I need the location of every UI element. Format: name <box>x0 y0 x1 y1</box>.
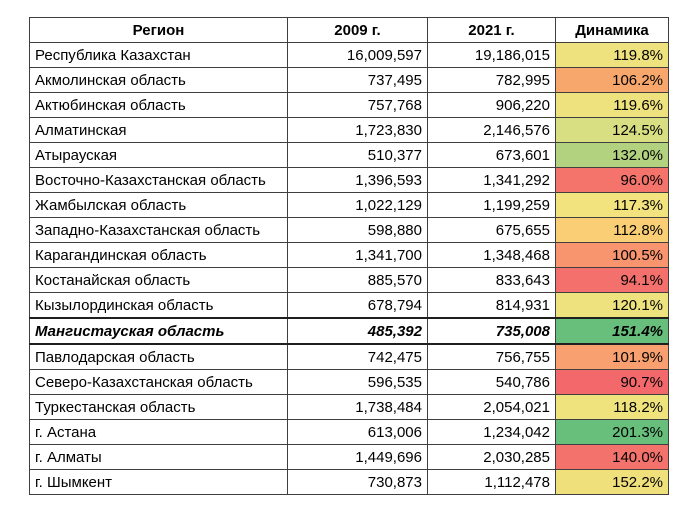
value-2021-cell: 675,655 <box>428 218 556 243</box>
value-2009-cell: 1,022,129 <box>288 193 428 218</box>
value-2009-cell: 1,449,696 <box>288 445 428 470</box>
region-cell: Жамбылская область <box>30 193 288 218</box>
table-row <box>30 193 669 218</box>
value-2009-cell: 730,873 <box>288 470 428 495</box>
value-2009-cell: 596,535 <box>288 370 428 395</box>
value-2021-cell: 782,995 <box>428 68 556 93</box>
dynamics-cell: 94.1% <box>556 268 669 293</box>
value-2021-cell: 1,234,042 <box>428 420 556 445</box>
value-2021-cell: 814,931 <box>428 293 556 319</box>
value-2009-cell: 613,006 <box>288 420 428 445</box>
region-cell: Западно-Казахстанская область <box>30 218 288 243</box>
region-cell: Кызылординская область <box>30 293 288 319</box>
table-row <box>30 445 669 470</box>
table-row <box>30 68 669 93</box>
dynamics-cell: 140.0% <box>556 445 669 470</box>
value-2009-cell: 485,392 <box>288 318 428 344</box>
dynamics-cell: 119.6% <box>556 93 669 118</box>
value-2009-cell: 16,009,597 <box>288 43 428 68</box>
dynamics-cell: 118.2% <box>556 395 669 420</box>
value-2009-cell: 885,570 <box>288 268 428 293</box>
dynamics-cell: 119.8% <box>556 43 669 68</box>
table-row-highlighted <box>30 318 669 344</box>
region-cell: Северо-Казахстанская область <box>30 370 288 395</box>
dynamics-cell: 112.8% <box>556 218 669 243</box>
dynamics-cell: 101.9% <box>556 344 669 370</box>
table-row <box>30 268 669 293</box>
value-2009-cell: 1,396,593 <box>288 168 428 193</box>
table-row <box>30 43 669 68</box>
column-header-region: Регион <box>30 18 288 43</box>
value-2009-cell: 510,377 <box>288 143 428 168</box>
value-2021-cell: 2,146,576 <box>428 118 556 143</box>
region-cell: Туркестанская область <box>30 395 288 420</box>
table-row <box>30 143 669 168</box>
population-table <box>29 17 669 495</box>
table-row <box>30 395 669 420</box>
table-row <box>30 470 669 495</box>
value-2021-cell: 833,643 <box>428 268 556 293</box>
value-2009-cell: 737,495 <box>288 68 428 93</box>
table-header-row <box>30 18 669 43</box>
value-2021-cell: 1,341,292 <box>428 168 556 193</box>
value-2021-cell: 19,186,015 <box>428 43 556 68</box>
table-row <box>30 420 669 445</box>
column-header-dynamics: Динамика <box>556 18 669 43</box>
table-row <box>30 243 669 268</box>
column-header-2021: 2021 г. <box>428 18 556 43</box>
region-cell: г. Алматы <box>30 445 288 470</box>
table-row <box>30 370 669 395</box>
dynamics-cell: 117.3% <box>556 193 669 218</box>
value-2009-cell: 678,794 <box>288 293 428 319</box>
value-2021-cell: 1,112,478 <box>428 470 556 495</box>
region-cell: Восточно-Казахстанская область <box>30 168 288 193</box>
value-2021-cell: 906,220 <box>428 93 556 118</box>
region-cell: Костанайская область <box>30 268 288 293</box>
dynamics-cell: 201.3% <box>556 420 669 445</box>
table-row <box>30 118 669 143</box>
region-cell: Карагандинская область <box>30 243 288 268</box>
value-2021-cell: 540,786 <box>428 370 556 395</box>
region-cell: Павлодарская область <box>30 344 288 370</box>
region-cell: г. Шымкент <box>30 470 288 495</box>
column-header-2009: 2009 г. <box>288 18 428 43</box>
dynamics-cell: 152.2% <box>556 470 669 495</box>
region-cell: Акмолинская область <box>30 68 288 93</box>
value-2021-cell: 673,601 <box>428 143 556 168</box>
value-2021-cell: 1,348,468 <box>428 243 556 268</box>
value-2021-cell: 1,199,259 <box>428 193 556 218</box>
table-row <box>30 93 669 118</box>
dynamics-cell: 100.5% <box>556 243 669 268</box>
value-2009-cell: 1,341,700 <box>288 243 428 268</box>
value-2021-cell: 756,755 <box>428 344 556 370</box>
value-2009-cell: 598,880 <box>288 218 428 243</box>
region-cell: Алматинская <box>30 118 288 143</box>
dynamics-cell: 90.7% <box>556 370 669 395</box>
value-2009-cell: 1,738,484 <box>288 395 428 420</box>
region-cell: Атырауская <box>30 143 288 168</box>
dynamics-cell: 120.1% <box>556 293 669 319</box>
table-row <box>30 344 669 370</box>
value-2009-cell: 757,768 <box>288 93 428 118</box>
value-2021-cell: 2,054,021 <box>428 395 556 420</box>
dynamics-cell: 151.4% <box>556 318 669 344</box>
region-cell: Республика Казахстан <box>30 43 288 68</box>
value-2009-cell: 1,723,830 <box>288 118 428 143</box>
region-cell: Актюбинская область <box>30 93 288 118</box>
dynamics-cell: 132.0% <box>556 143 669 168</box>
value-2021-cell: 735,008 <box>428 318 556 344</box>
dynamics-cell: 124.5% <box>556 118 669 143</box>
table-row <box>30 218 669 243</box>
region-cell: г. Астана <box>30 420 288 445</box>
dynamics-cell: 96.0% <box>556 168 669 193</box>
dynamics-cell: 106.2% <box>556 68 669 93</box>
value-2021-cell: 2,030,285 <box>428 445 556 470</box>
value-2009-cell: 742,475 <box>288 344 428 370</box>
region-cell: Мангистауская область <box>30 318 288 344</box>
table-row <box>30 168 669 193</box>
table-row <box>30 293 669 319</box>
